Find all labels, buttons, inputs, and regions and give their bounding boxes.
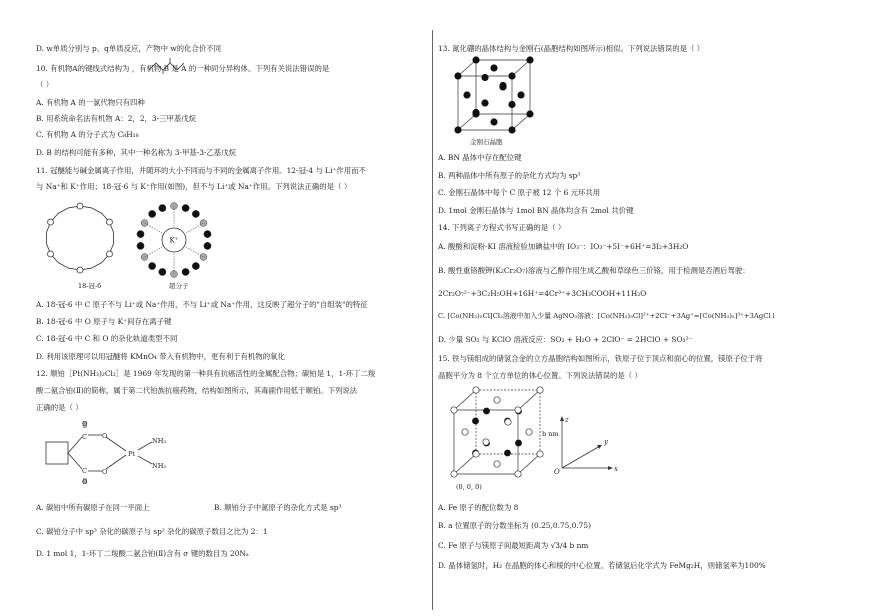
coordination-bond [145,247,163,258]
potassium-ion-label: K⁺ [169,236,179,245]
q12-option-b: B. 顺铂分子中氮原子的杂化方式是 sp³ [214,503,342,512]
q10-skeletal-structure [149,60,193,74]
axis-label: O [554,468,560,476]
q15-stem-line2: 晶胞平分为 8 个立方单位的体心位置。下列说法错误的是（ ） [438,371,642,380]
q12-stem-line2: 酸二氨合铂(Ⅱ)的简称，属于第二代铂族抗癌药物，结构如图所示，其毒副作用低于顺铂。下列说法 [36,386,358,395]
q14-option-c: C. [Co(NH₃)₅Cl]Cl₂溶液中加入少量 AgNO₃溶液：[Co(NH₃)₅Cl]²⁺+2Cl⁻+3Ag⁺=[Co(NH₃)₅]³⁺+3AgCl↓ [438,312,777,320]
fe-atom [505,419,511,425]
q11-option-b: B. 18-冠-6 中 O 原子与 K⁺间存在离子键 [36,317,172,326]
carbon-atom [526,56,533,63]
crown-ether-caption: 18-冠-6 [78,282,102,290]
q11-option-c: C. 18-冠-6 中 C 和 O 的杂化轨道类型不同 [36,334,178,343]
q10-stem-line1: 10. 有机物A的键线式结构为 ，有机物 B 是 A 的一种同分异构体。下列有关说法错误的是 [36,64,330,73]
atom-label: NH₃ [152,462,166,470]
q12-option-d: D. 1 mol 1，1-环丁二羧酸二氨合铂(Ⅱ)含有 σ 键的数目为 20Nₐ [36,549,249,558]
column-divider [432,30,433,610]
fe-atom [537,451,543,457]
q15-stem-line1: 15. 铁与镁组成的储氢合金的立方晶胞结构如图所示，铁原子位于顶点和面心的位置，镁原子位于将 [438,354,763,363]
fe-atom [451,471,457,477]
q10-option-d: D. B 的结构可能有多种，其中一种名称为 3-甲基-3-乙基戊烷 [36,148,236,157]
q15-option-a: A. Fe 原子的配位数为 8 [438,503,519,512]
carbon-atom [463,91,470,98]
q12-option-a: A. 碳铂中所有碳原子在同一平面上 [36,503,150,512]
carbon-atom [192,262,199,269]
mg-atom [515,440,522,447]
fe-atom [494,461,500,467]
q13-stem: 13. 氮化硼的晶体结构与金刚石(晶胞结构如图所示)相似。下列说法错误的是（ ） [438,44,705,53]
q11-option-a: A. 18-冠-6 中 C 原子不与 Li⁺或 Na⁺作用，不与 Li⁺或 Na⁺作用，这反映了超分子的"自组装"的特征 [36,300,368,309]
q13-option-a: A. BN 晶体中存在配位键 [438,153,522,162]
q10-option-b: B. 用系统命名法有机物 A：2，2，3-三甲基戊烷 [36,114,197,123]
cell-edge [454,390,476,410]
carbon-atom [499,82,506,89]
fe-atom [515,471,521,477]
fe-mg-unit-cell [450,384,550,480]
fe-atom [515,407,521,413]
q14-stem: 14. 下列离子方程式书写正确的是（ ） [438,223,566,232]
atom-label: Pt [128,450,135,458]
q13-option-c: C. 金刚石晶体中每个 C 原子被 12 个 6 元环共用 [438,188,601,197]
carbon-atom [490,118,497,125]
carbon-atom [137,230,144,237]
carbon-atom [508,126,515,133]
carbon-atom [472,109,479,116]
carboplatin-structure [44,420,184,484]
cell-edge [512,60,530,76]
q9-option-d: D. w单质分别与 p、q单质反应，产物中 w的化合价不同 [36,44,221,53]
axis-label: x [614,465,618,473]
cell-edge [518,454,540,474]
carbon-atom [481,99,488,106]
q12-stem-line1: 12. 顺铂［Pt(NH₃)₂Cl₂］是 1969 年发现的第一种具有抗癌活性的金属配合物；碳铂是 1，1-环丁二羧 [36,369,376,378]
cell-edge [458,60,476,76]
cell-edge [458,114,476,130]
diamond-unit-cell [450,56,540,136]
q11-option-d: D. 利用该原理可以用冠醚将 KMnO₄ 带入有机物中，更有利于有机物的氧化 [36,352,285,361]
carbon-atom [182,268,189,275]
carbon-atom [517,91,524,98]
carbon-atom [454,72,461,79]
oxygen-atom [77,203,83,209]
coordination-bond [145,223,163,234]
carbon-atom [204,242,211,249]
carbon-atom [149,262,156,269]
carbon-atom [204,230,211,237]
cell-edge [454,454,476,474]
mg-atom [472,418,479,425]
fe-atom [462,429,468,435]
carbon-atom [182,204,189,211]
carbon-atom [526,110,533,117]
supramolecule-caption: 超分子 [169,282,189,290]
carbon-atom [481,74,488,81]
q10-option-a: A. 有机物 A 的一氯代物只有四种 [36,98,145,107]
carbon-atom [159,204,166,211]
carbon-atom [490,64,497,71]
q11-stem-line2: 与 Na⁺和 K⁺作用；18-冠-6 与 K⁺作用(如图)，但不与 Li⁺或 Na⁺作用。下列说法正确的是（ ） [36,182,352,191]
mg-atom [483,408,490,415]
atom-label: O [82,420,88,428]
cell-edge [518,390,540,410]
q11-stem-line1: 11. 冠醚能与碱金属离子作用，并随环的大小不同而与不同的金属离子作用。12-冠-4 与 Li⁺作用而不 [36,166,366,175]
atom-label: C [82,467,87,475]
diamond-caption: 金刚石晶胞 [470,138,503,146]
carbon-atom [508,101,515,108]
q12-stem-line3: 正确的是（ ） [36,403,83,412]
carbon-atom [159,268,166,275]
q14-option-d: D. 少量 SO₂ 与 KClO 溶液反应：SO₂ + H₂O + 2ClO⁻ = 2HClO + SO₃²⁻ [438,335,693,344]
cell-edge-label: b nm [542,430,559,438]
fe-atom [483,439,489,445]
q14-option-b-equation: 2Cr₂O₇²⁻+3C₂H₅OH+16H⁺=4Cr³⁺+3CH₃COOH+11H₂O [438,289,647,298]
cell-edge [512,114,530,130]
q13-option-b: B. 两种晶体中所有原子的杂化方式均为 sp³ [438,171,581,180]
carbon-atom [192,210,199,217]
supramolecule-diagram [132,198,216,282]
oxygen-atom [48,251,54,257]
coordination-bond [185,223,203,234]
oxygen-atom [48,219,54,225]
q15-option-d: D. 晶体储氢时，H₂ 在晶胞的体心和棱的中心位置。若储氢后化学式为 FeMg₂H，则储氢率为100% [438,561,766,570]
axis-label: z [565,416,569,424]
q14-option-b: B. 酸性重铬酸钾(K₂Cr₂O₇)溶液与乙醇作用生成乙酸和草绿色三价铬，用于检测是否酒后驾驶： [438,266,750,275]
fe-atom [537,387,543,393]
q15-option-c: C. Fe 原子与镁原子间最短距离为 √3/4 b nm [438,541,589,550]
oxygen-atom [77,267,83,273]
atom-label: O [102,432,108,440]
fe-atom [451,407,457,413]
q13-option-d: D. 1mol 金刚石晶体与 1mol BN 晶体均含有 2mol 共价键 [438,206,634,215]
axis-label: y [604,438,608,446]
origin-label: (0, 0, 0) [456,483,482,491]
oxygen-atom [106,219,112,225]
atom-label: O [82,478,88,486]
carbon-atom [508,72,515,79]
carbon-atom [454,126,461,133]
fe-atom [526,429,532,435]
oxygen-atom [106,251,112,257]
q10-stem-line2: （ ） [36,80,54,89]
fe-atom [473,451,479,457]
atom-label: O [102,468,108,476]
carbon-atom [472,56,479,63]
fe-atom [494,397,500,403]
carbon-atom [149,210,156,217]
coordination-bond [185,247,203,258]
q14-option-a: A. 酸酸和淀粉-KI 溶液检验加碘盐中的 IO₃⁻：IO₃⁻+5I⁻+6H⁺=3I₂+3H₂O [438,242,689,251]
carbon-atom [137,242,144,249]
q15-option-b: B. a 位置原子的分数坐标为 (0.25,0.75,0.75) [438,521,591,530]
mg-atom [504,450,511,457]
atom-label: C [82,433,87,441]
coordinate-axes [556,414,626,476]
q12-option-c: C. 碳铂分子中 sp³ 杂化的碳原子与 sp² 杂化的碳原子数目之比为 2：1 [36,527,268,536]
atom-label: NH₃ [152,437,166,445]
crown-ring [47,206,114,270]
fe-atom [473,387,479,393]
q10-option-c: C. 有机物 A 的分子式为 C₈H₁₈ [36,130,139,139]
crown-ether-diagram [42,202,122,277]
